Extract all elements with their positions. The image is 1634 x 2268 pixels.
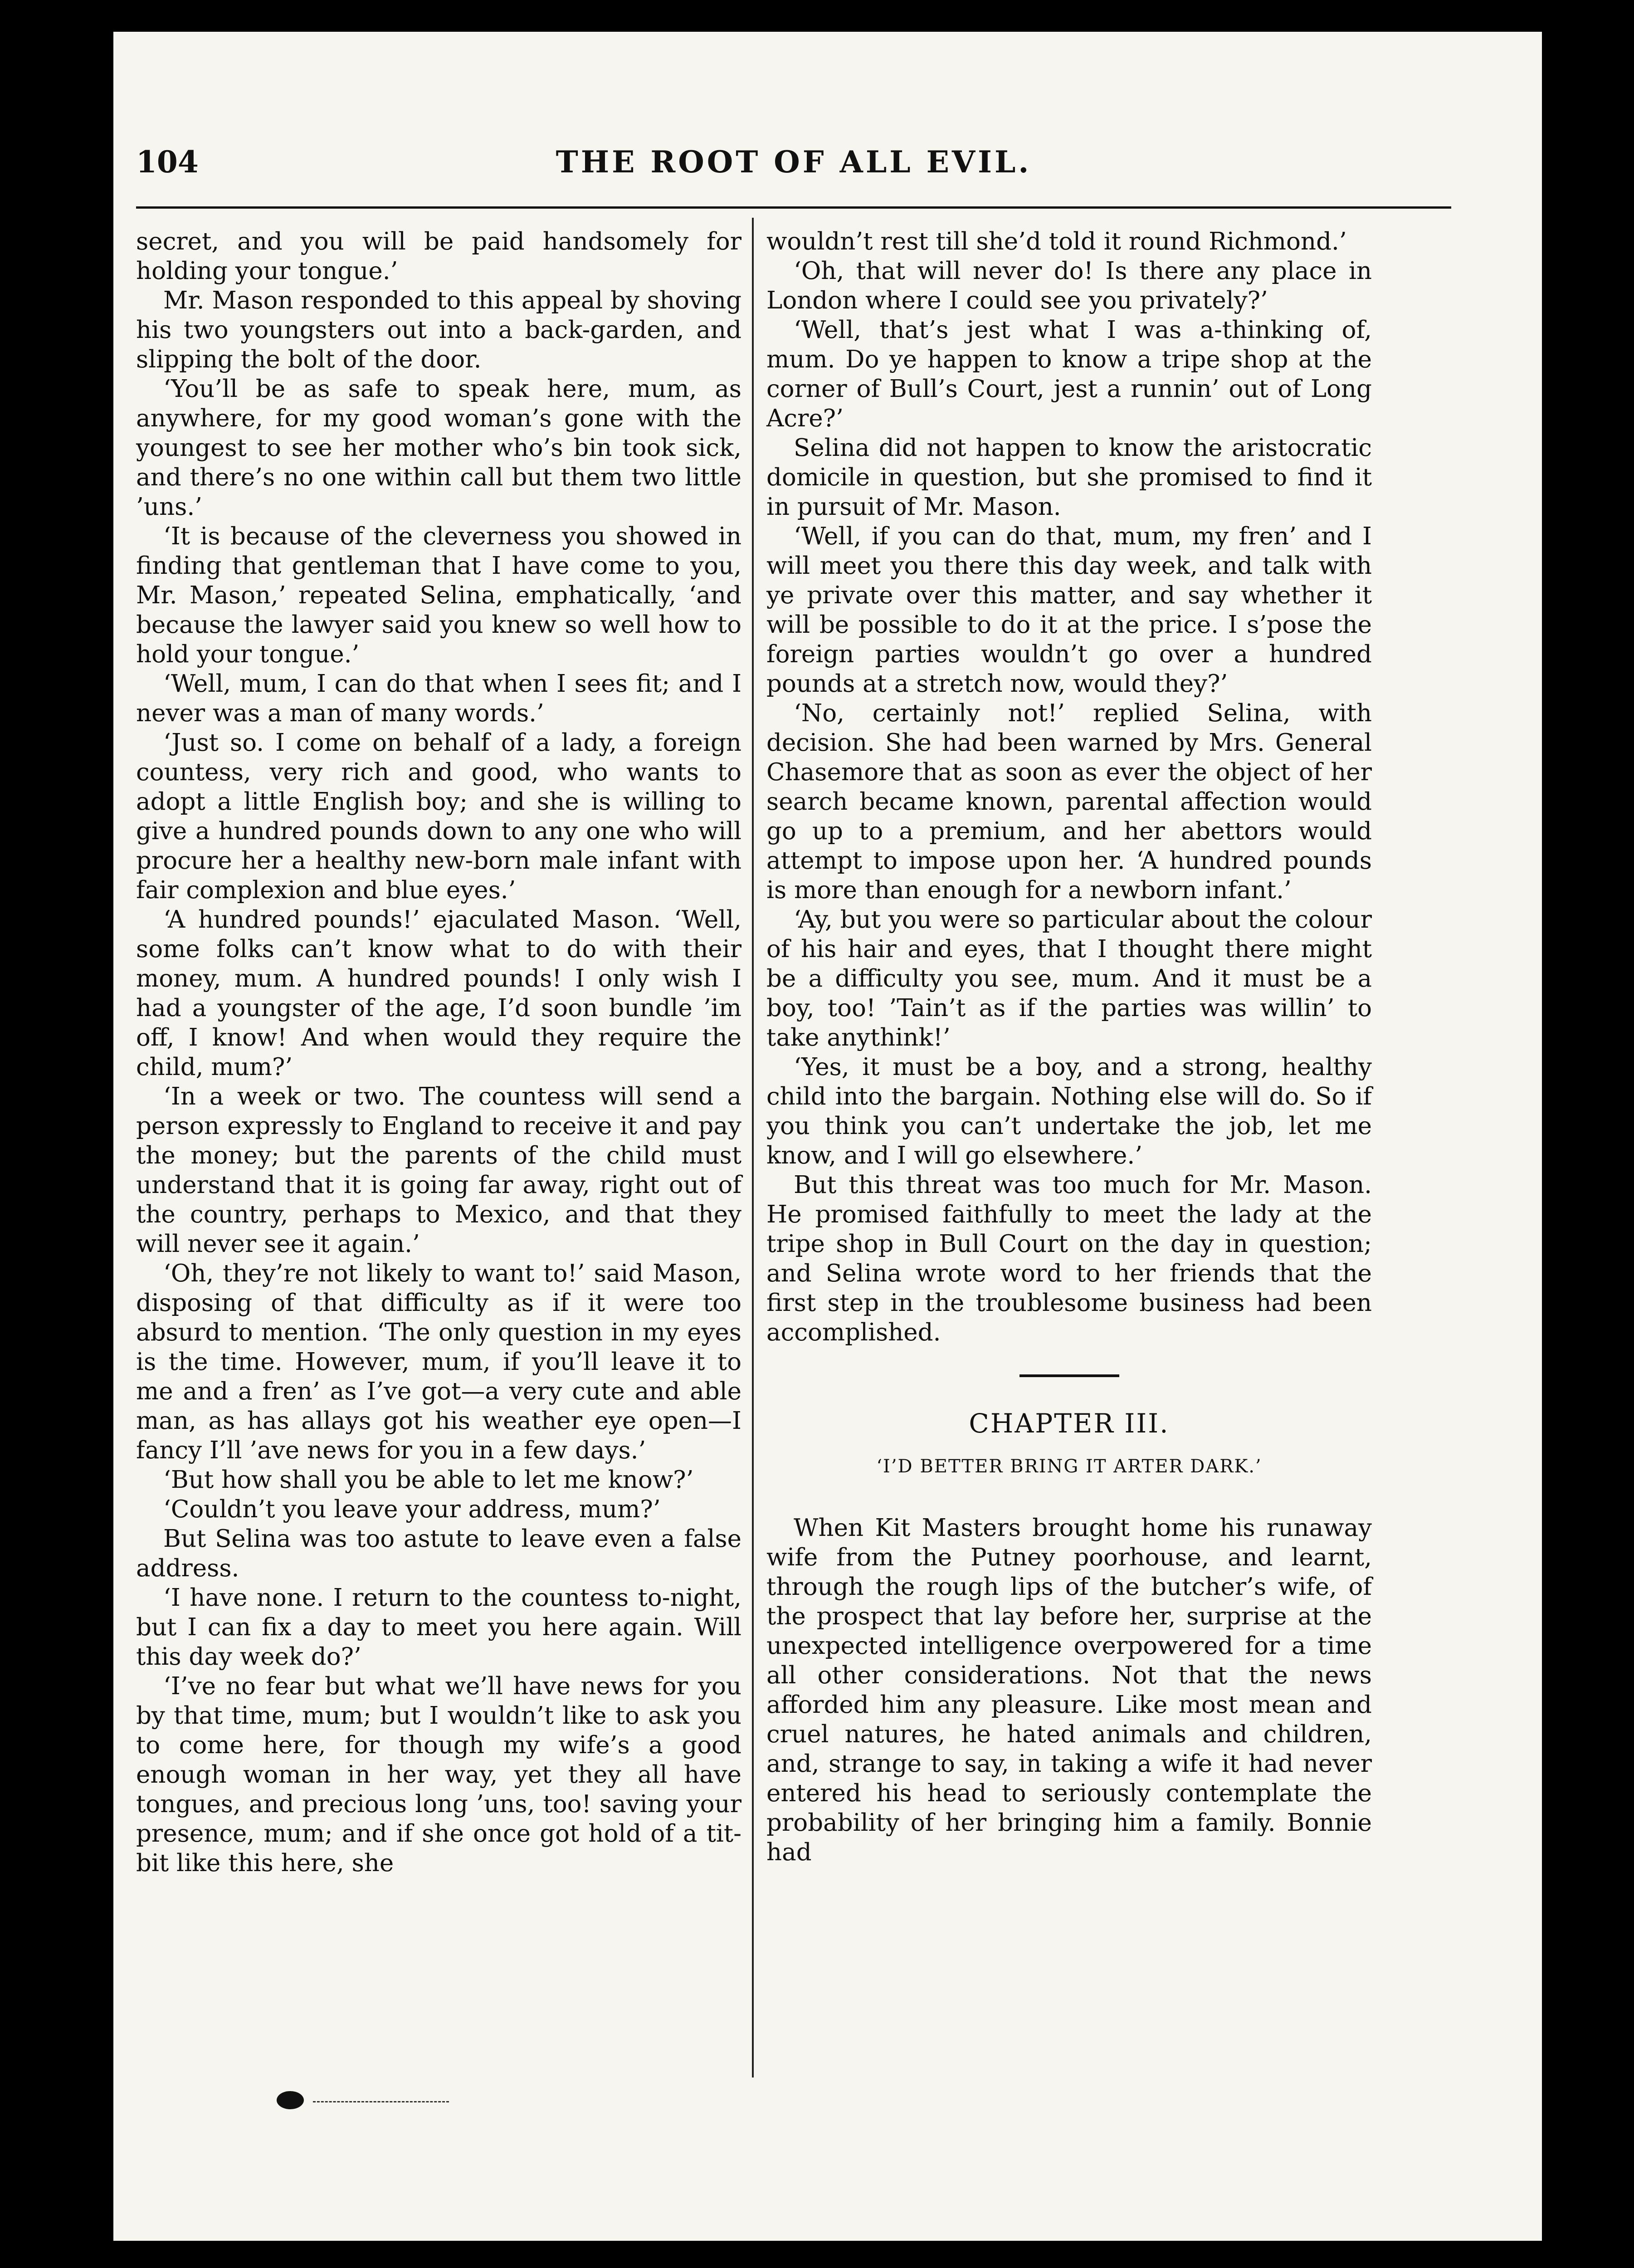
paragraph: ‘It is because of the cleverness you showed in finding that gentleman that I have come to you, Mr. Mason,’ repeated Selina, emphatically, ‘and because the lawyer said you knew so well how to hold your tongue.’ bbox=[136, 523, 741, 668]
rule-dashes bbox=[313, 2101, 449, 2104]
paragraph: ‘Couldn’t you leave your address, mum?’ bbox=[163, 1496, 661, 1523]
paragraph: ‘Yes, it must be a boy, and a strong, healthy child into the bargain. Nothing else will do. So if you think you can’t undertake the job, let me know, and I will go elsewhere.’ bbox=[766, 1053, 1372, 1169]
left-column bbox=[136, 227, 741, 1878]
paragraph: ‘Oh, they’re not likely to want to!’ said Mason, disposing of that difficulty as if it were too absurd to mention. ‘The only question in my eyes is the time. However, mum, if you’ll leave it to me and a fren’ as I’ve got—a very cute and able man, as has allays got his weather eye open—I fancy I’ll ’ave news for you in a few days.’ bbox=[136, 1260, 741, 1464]
paragraph: ‘Well, that’s jest what I was a-thinking of, mum. Do ye happen to know a tripe shop at the corner of Bull’s Court, jest a runnin’ out of Long Acre?’ bbox=[766, 316, 1372, 432]
paragraph: ‘A hundred pounds!’ ejaculated Mason. ‘Well, some folks can’t know what to do with their money, mum. A hundred pounds! I only wish I had a youngster of the age, I’d soon bundle ’im off, I know! And when would they require the child, mum?’ bbox=[136, 906, 741, 1081]
running-title: THE ROOT OF ALL EVIL. bbox=[556, 144, 1032, 180]
paragraph: But Selina was too astute to leave even a false address. bbox=[136, 1525, 741, 1582]
paragraph: ‘No, certainly not!’ replied Selina, with decision. She had been warned by Mrs. General Chasemore that as soon as ever the object of her search became known, parental affection would go up to a premium, and her abettors would attempt to impose upon her. ‘A hundred pounds is more than enough for a newborn infant.’ bbox=[766, 699, 1372, 904]
paragraph: ‘Well, mum, I can do that when I sees fit; and I never was a man of many words.’ bbox=[136, 670, 741, 727]
paragraph: Selina did not happen to know the aristocratic domicile in question, but she promised to find it in pursuit of Mr. Mason. bbox=[766, 434, 1372, 521]
paragraph: ‘You’ll be as safe to speak here, mum, as anywhere, for my good woman’s gone with the youngest to see her mother who’s bin took sick, and there’s no one within call but them two little ’uns.’ bbox=[136, 375, 741, 521]
paragraph: ‘But how shall you be able to let me know?’ bbox=[163, 1466, 694, 1494]
paragraph: ‘I have none. I return to the countess to-night, but I can fix a day to meet you here again. Will this day week do?’ bbox=[136, 1584, 741, 1671]
right-column bbox=[766, 227, 1372, 1867]
printer-mark bbox=[277, 2091, 458, 2109]
paragraph: ‘I’ve no fear but what we’ll have news for you by that time, mum; but I wouldn’t like to ask you to come here, for though my wife’s a good enough woman in her way, yet they all have tongues, and precious long ’uns, too! saving your presence, mum; and if she once got hold of a tit-bit like this here, she bbox=[136, 1672, 741, 1877]
paragraph: ‘Just so. I come on behalf of a lady, a foreign countess, very rich and good, who wants to adopt a little English boy; and she is willing to give a hundred pounds down to any one who will procure her a healthy new-born male infant with fair complexion and blue eyes.’ bbox=[136, 729, 741, 904]
paragraph: ‘In a week or two. The countess will send a person expressly to England to receive it and pay the money; but the parents of the child must understand that it is going far away, right out of the country, perhaps to Mexico, and that they will never see it again.’ bbox=[136, 1083, 741, 1258]
chapter-subtitle: ‘I’D BETTER BRING IT ARTER DARK.’ bbox=[876, 1456, 1262, 1477]
paragraph: When Kit Masters brought home his runaway wife from the Putney poorhouse, and learnt, through the rough lips of the butcher’s wife, of the prospect that lay before her, surprise at the unexpected intelligence overpowered for a time all other considerations. Not that the news afforded him any pleasure. Like most mean and cruel natures, he hated animals and children, and, strange to say, in taking a wife it had never entered his head to seriously contemplate the probability of her bringing him a family. Bonnie had bbox=[766, 1514, 1372, 1866]
paragraph: wouldn’t rest till she’d told it round Richmond.’ bbox=[766, 228, 1347, 255]
paragraph: ‘Oh, that will never do! Is there any place in London where I could see you privately?’ bbox=[766, 257, 1372, 314]
paragraph: ‘Well, if you can do that, mum, my fren’ and I will meet you there this day week, and talk with ye private over this matter, and say whether it will be possible to do it at the price. I s’pose the foreign parties wouldn’t go over a hundred pounds at a stretch now, would they?’ bbox=[766, 523, 1372, 698]
header-rule bbox=[136, 206, 1451, 209]
paragraph: secret, and you will be paid handsomely for holding your tongue.’ bbox=[136, 228, 741, 285]
chapter-rule bbox=[1019, 1374, 1119, 1377]
paragraph: ‘Ay, but you were so particular about the colour of his hair and eyes, that I thought there might be a difficulty you see, mum. And it must be a boy, too! ’Tain’t as if the parties was willin’ to take anythink!’ bbox=[766, 906, 1372, 1051]
paragraph: But this threat was too much for Mr. Mason. He promised faithfully to meet the lady at the tripe shop in Bull Court on the day in question; and Selina wrote word to her friends that the first step in the troublesome business had been accomplished. bbox=[766, 1171, 1372, 1346]
ink-blot-icon bbox=[277, 2091, 304, 2109]
column-divider bbox=[752, 218, 754, 2077]
chapter-heading: CHAPTER III. bbox=[969, 1408, 1170, 1439]
paragraph: Mr. Mason responded to this appeal by shoving his two youngsters out into a back-garden, and slipping the bolt of the door. bbox=[136, 287, 741, 373]
page-number: 104 bbox=[136, 144, 199, 180]
page-header bbox=[136, 136, 1451, 186]
